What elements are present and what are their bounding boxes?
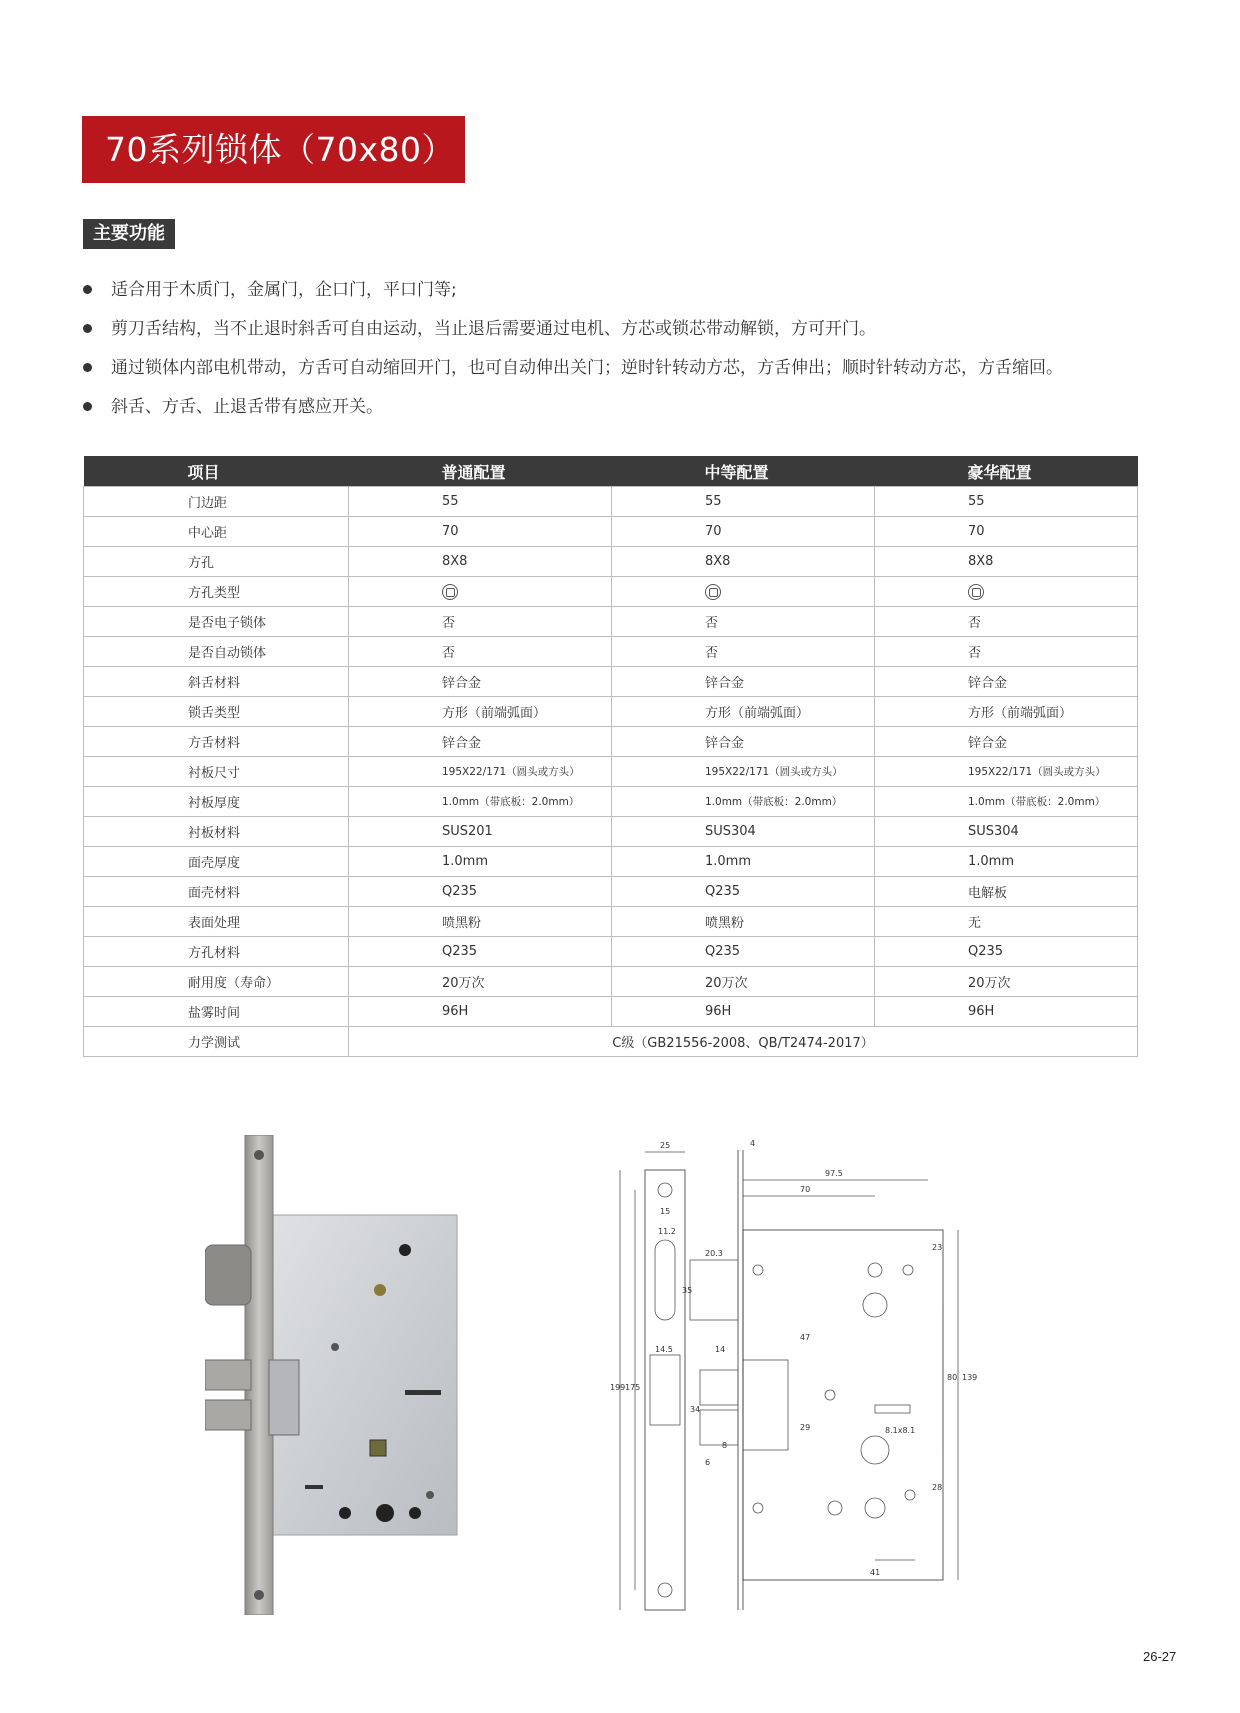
- lock-body-photo: [205, 1135, 465, 1615]
- table-row: [84, 937, 1138, 967]
- table-row: [84, 1027, 1138, 1057]
- row-value: 无: [875, 907, 1138, 937]
- row-value: 195X22/171（圆头或方头）: [875, 757, 1138, 787]
- dim-80: 80: [947, 1373, 958, 1382]
- table-row: [84, 727, 1138, 757]
- dim-29: 29: [800, 1423, 811, 1432]
- dim-70: 70: [800, 1185, 811, 1194]
- feature-item: 斜舌、方舌、止退舌带有感应开关。: [83, 392, 1063, 431]
- row-value: 锌合金: [612, 727, 875, 757]
- square-hole-icon: [442, 584, 458, 600]
- table-row: [84, 877, 1138, 907]
- row-label: 表面处理: [84, 907, 349, 937]
- row-value: 锌合金: [349, 667, 612, 697]
- row-value: 锌合金: [349, 727, 612, 757]
- dim-14-5: 14.5: [655, 1345, 673, 1354]
- row-value: SUS304: [875, 817, 1138, 847]
- row-value: 否: [875, 637, 1138, 667]
- dim-23: 23: [932, 1243, 943, 1252]
- table-header-row: [84, 456, 1138, 487]
- dim-11-2: 11.2: [658, 1227, 676, 1236]
- row-value: 55: [612, 487, 875, 517]
- row-value: 否: [349, 607, 612, 637]
- dim-41: 41: [870, 1568, 881, 1577]
- row-label: 力学测试: [84, 1027, 349, 1057]
- header-deluxe: 豪华配置: [875, 456, 1138, 487]
- dim-97-5: 97.5: [825, 1169, 843, 1178]
- technical-drawing: [610, 1130, 1055, 1620]
- row-value: 20万次: [875, 967, 1138, 997]
- dim-35: 35: [682, 1286, 693, 1295]
- row-value: 锌合金: [875, 667, 1138, 697]
- bullet-icon: [83, 324, 92, 333]
- table-row: [84, 757, 1138, 787]
- row-value: 55: [875, 487, 1138, 517]
- dim-15: 15: [660, 1207, 671, 1216]
- table-row: [84, 697, 1138, 727]
- table-row: [84, 577, 1138, 607]
- row-value: 1.0mm: [875, 847, 1138, 877]
- row-value: Q235: [612, 877, 875, 907]
- row-value: Q235: [612, 937, 875, 967]
- feature-list: [83, 275, 1063, 431]
- row-value: [349, 577, 612, 607]
- dim-8: 8: [722, 1441, 728, 1450]
- feature-item: 适合用于木质门，金属门，企口门，平口门等;: [83, 275, 1063, 314]
- row-value: SUS201: [349, 817, 612, 847]
- table-row: [84, 607, 1138, 637]
- dim-8-1: 8.1x8.1: [885, 1426, 916, 1435]
- row-value: 锌合金: [612, 667, 875, 697]
- dim-25: 25: [660, 1141, 671, 1150]
- page-title: 70系列锁体（70x80）: [82, 116, 465, 183]
- header-standard: 普通配置: [349, 456, 612, 487]
- row-value: [875, 577, 1138, 607]
- row-value: 96H: [875, 997, 1138, 1027]
- row-value: Q235: [349, 937, 612, 967]
- row-value: C级（GB21556-2008、QB/T2474-2017）: [349, 1027, 1138, 1057]
- row-value: 锌合金: [875, 727, 1138, 757]
- row-value: 70: [612, 517, 875, 547]
- dim-14: 14: [715, 1345, 726, 1354]
- table-row: [84, 637, 1138, 667]
- table-row: [84, 967, 1138, 997]
- row-value: 1.0mm（带底板：2.0mm）: [612, 787, 875, 817]
- table-row: [84, 787, 1138, 817]
- bullet-icon: [83, 363, 92, 372]
- dim-175: 175: [625, 1383, 641, 1392]
- row-label: 方孔材料: [84, 937, 349, 967]
- row-value: 20万次: [349, 967, 612, 997]
- row-value: 喷黑粉: [349, 907, 612, 937]
- row-value: 195X22/171（圆头或方头）: [349, 757, 612, 787]
- dim-34: 34: [690, 1405, 701, 1414]
- dim-199: 199: [610, 1383, 626, 1392]
- dim-28: 28: [932, 1483, 943, 1492]
- dim-6: 6: [705, 1458, 711, 1467]
- header-medium: 中等配置: [612, 456, 875, 487]
- row-value: 1.0mm: [349, 847, 612, 877]
- section-title: 主要功能: [83, 219, 175, 249]
- row-label: 衬板材料: [84, 817, 349, 847]
- row-label: 斜舌材料: [84, 667, 349, 697]
- bullet-icon: [83, 402, 92, 411]
- page-number: 26-27: [1143, 1649, 1177, 1664]
- row-value: 8X8: [612, 547, 875, 577]
- dim-47: 47: [800, 1333, 811, 1342]
- row-label: 是否电子锁体: [84, 607, 349, 637]
- row-value: 195X22/171（圆头或方头）: [612, 757, 875, 787]
- row-value: 70: [875, 517, 1138, 547]
- table-row: [84, 547, 1138, 577]
- row-label: 门边距: [84, 487, 349, 517]
- row-label: 方舌材料: [84, 727, 349, 757]
- row-value: 方形（前端弧面）: [875, 697, 1138, 727]
- row-value: Q235: [875, 937, 1138, 967]
- square-hole-icon: [968, 584, 984, 600]
- row-value: 喷黑粉: [612, 907, 875, 937]
- table-row: [84, 997, 1138, 1027]
- row-value: 20万次: [612, 967, 875, 997]
- row-value: 否: [612, 607, 875, 637]
- table-row: [84, 667, 1138, 697]
- table-row: [84, 517, 1138, 547]
- header-item: 项目: [84, 456, 349, 487]
- row-value: 70: [349, 517, 612, 547]
- square-hole-icon: [705, 584, 721, 600]
- dim-4: 4: [750, 1139, 756, 1148]
- row-value: 1.0mm（带底板：2.0mm）: [349, 787, 612, 817]
- row-label: 中心距: [84, 517, 349, 547]
- table-row: [84, 907, 1138, 937]
- row-value: 1.0mm（带底板：2.0mm）: [875, 787, 1138, 817]
- row-value: 8X8: [349, 547, 612, 577]
- row-value: 96H: [612, 997, 875, 1027]
- row-value: 方形（前端弧面）: [349, 697, 612, 727]
- row-label: 盐雾时间: [84, 997, 349, 1027]
- row-label: 面壳材料: [84, 877, 349, 907]
- dim-139: 139: [962, 1373, 978, 1382]
- table-row: [84, 817, 1138, 847]
- table-row: [84, 847, 1138, 877]
- feature-item: 剪刀舌结构，当不止退时斜舌可自由运动，当止退后需要通过电机、方芯或锁芯带动解锁，方可开门。: [83, 314, 1063, 353]
- row-value: 电解板: [875, 877, 1138, 907]
- row-label: 方孔: [84, 547, 349, 577]
- feature-item: 通过锁体内部电机带动，方舌可自动缩回开门，也可自动伸出关门；逆时针转动方芯，方舌伸出；顺时针转动方芯，方舌缩回。: [83, 353, 1063, 392]
- row-value: 96H: [349, 997, 612, 1027]
- row-value: 否: [349, 637, 612, 667]
- row-value: 否: [875, 607, 1138, 637]
- spec-table: [83, 456, 1138, 1057]
- dim-20-3: 20.3: [705, 1249, 723, 1258]
- row-value: 8X8: [875, 547, 1138, 577]
- row-value: SUS304: [612, 817, 875, 847]
- row-label: 锁舌类型: [84, 697, 349, 727]
- row-value: 1.0mm: [612, 847, 875, 877]
- row-label: 方孔类型: [84, 577, 349, 607]
- bullet-icon: [83, 285, 92, 294]
- row-value: 否: [612, 637, 875, 667]
- table-row: [84, 487, 1138, 517]
- row-value: 55: [349, 487, 612, 517]
- row-label: 耐用度（寿命）: [84, 967, 349, 997]
- row-value: Q235: [349, 877, 612, 907]
- row-label: 衬板厚度: [84, 787, 349, 817]
- row-value: 方形（前端弧面）: [612, 697, 875, 727]
- row-label: 是否自动锁体: [84, 637, 349, 667]
- row-label: 衬板尺寸: [84, 757, 349, 787]
- row-value: [612, 577, 875, 607]
- row-label: 面壳厚度: [84, 847, 349, 877]
